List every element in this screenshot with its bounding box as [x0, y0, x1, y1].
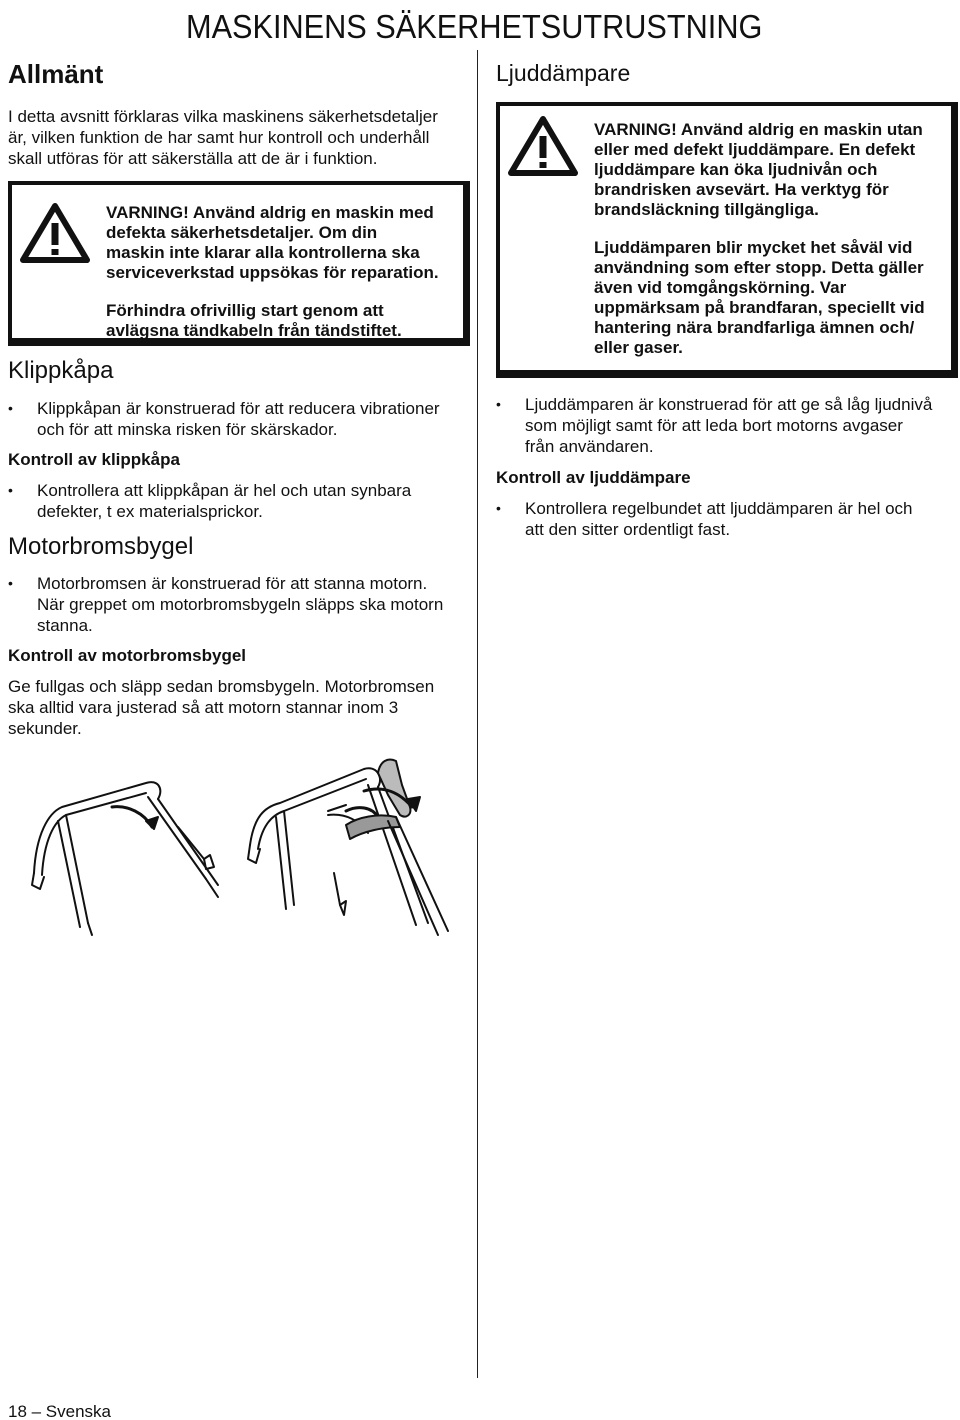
warning-text-1: VARNING! Använd aldrig en maskin utan eller med defekt ljuddämpare. En defekt ljuddämpare kan öka ljudnivån och brandrisken avsevärt. Ha verktyg för brandsläckning tillgängliga. — [594, 120, 923, 219]
heading-kontroll-klippkapa: Kontroll av klippkåpa — [8, 450, 180, 469]
warning-triangle-icon — [508, 116, 578, 176]
warning-text-1: VARNING! Använd aldrig en maskin med defekta säkerhetsdetaljer. Om din maskin inte klarar alla kontrollerna ska serviceverkstad uppsökas för reparation. — [106, 203, 439, 282]
heading-motorbromsbygel: Motorbromsbygel — [8, 533, 194, 560]
heading-ljuddampare: Ljuddämpare — [496, 60, 631, 86]
handle-left-figure — [32, 782, 218, 935]
warning-box-safety — [8, 181, 470, 346]
klippkapa-bullet: • Klippkåpan är konstruerad för att reducera vibrationer och för att minska risken för skärskador. — [8, 398, 468, 440]
allmant-text: I detta avsnitt förklaras vilka maskinens säkerhetsdetaljer är, vilken funktion de har samt hur kontroll och underhåll skall utföras för att säkerställa att de är i funktion. — [8, 107, 438, 168]
heading-kontroll-ljuddampare: Kontroll av ljuddämpare — [496, 468, 691, 487]
warning-box-ljuddampare — [496, 102, 958, 378]
column-divider — [477, 50, 478, 1378]
heading-kontroll-motorbromsbygel: Kontroll av motorbromsbygel — [8, 646, 247, 665]
page-footer: 18 – Svenska — [8, 1402, 112, 1420]
kontroll-klippkapa-bullet: • Kontrollera att klippkåpan är hel och utan synbara defekter, t ex materialsprickor. — [8, 480, 468, 522]
heading-klippkapa: Klippkåpa — [8, 357, 114, 384]
mower-handle-brake-illustration — [28, 755, 458, 940]
ljuddampare-bullet: • Ljuddämparen är konstruerad för att ge så låg ljudnivå som möjligt samt för att leda bort motorns avgaser från användaren. — [496, 394, 958, 457]
page-title: MASKINENS SÄKERHETSUTRUSTNING — [186, 8, 763, 45]
left-column — [8, 58, 468, 739]
kontroll-motorbromsbygel-text: Ge fullgas och släpp sedan bromsbygeln. Motorbromsen ska alltid vara justerad så att motorn stannar inom 3 sekunder. — [8, 677, 435, 738]
kontroll-ljuddampare-bullet: • Kontrollera regelbundet att ljuddämparen är hel och att den sitter ordentligt fast. — [496, 498, 958, 540]
handle-grip-figure — [346, 760, 448, 936]
warning-text-2: Förhindra ofrivillig start genom att avlägsna tändkabeln från tändstiftet. — [106, 301, 402, 340]
warning-triangle-icon — [20, 203, 90, 263]
warning-text-2: Ljuddämparen blir mycket het såväl vid användning som efter stopp. Detta gäller även vid tomgångskörning. Var uppmärksam på brandfaran, speciellt vid hantering nära brandfarliga ämnen och/ eller gaser. — [594, 238, 925, 357]
motorbromsbygel-bullet: • Motorbromsen är konstruerad för att stanna motorn. När greppet om motorbromsbygeln släpps ska motorn stanna. — [8, 573, 468, 636]
right-column — [496, 58, 958, 540]
heading-allmant: Allmänt — [8, 59, 104, 89]
